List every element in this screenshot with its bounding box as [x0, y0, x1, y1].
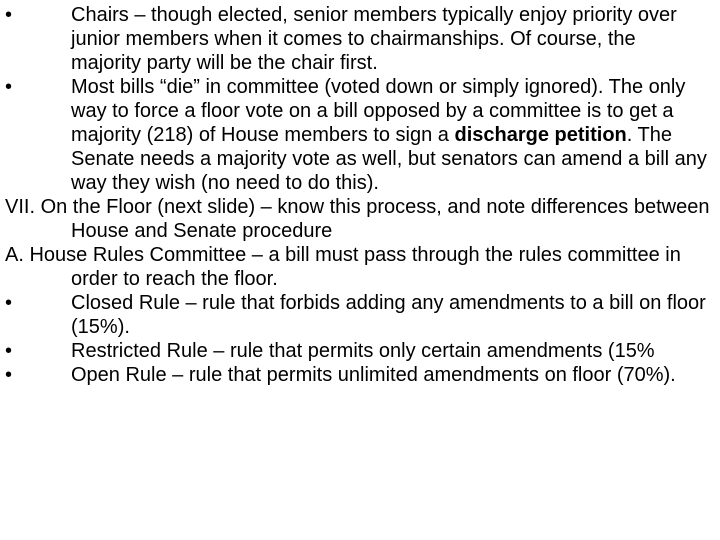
bullet-closed-rule [0, 291, 711, 339]
bullet-marker: • [5, 364, 13, 386]
discharge-petition-term: discharge petition [454, 124, 627, 146]
bullet-bills-die-text-b: . The Senate needs a majority vote as well, but senators can amend a bill any way they wish (no need to do this). [71, 124, 707, 194]
bullet-bills-die-text-a: Most bills “die” in committee (voted down or simply ignored). The only way to force a floor vote on a bill opposed by a committee is to get a majority (218) of House members to sign a [71, 76, 686, 146]
bullet-restricted-rule [0, 339, 711, 363]
bullet-closed-rule-text: Closed Rule – rule that forbids adding any amendments to a bill on floor (15%). [71, 292, 706, 338]
bullet-chairs-text: Chairs – though elected, senior members typically enjoy priority over junior members when it comes to chairmanships. Of course, the majority party will be the chair first. [71, 4, 677, 74]
bullet-marker: • [5, 292, 13, 314]
heading-on-the-floor: VII. On the Floor (next slide) – know this process, and note differences between House and Senate procedure [5, 196, 710, 242]
bullet-chairs [0, 3, 711, 75]
heading-house-rules-committee: A. House Rules Committee – a bill must pass through the rules committee in order to reach the floor. [5, 244, 681, 290]
bullet-open-rule [0, 363, 711, 387]
bullet-marker: • [5, 4, 13, 26]
bullet-marker: • [5, 76, 13, 98]
bullet-restricted-rule-text: Restricted Rule – rule that permits only certain amendments (15% [71, 340, 655, 362]
bullet-open-rule-text: Open Rule – rule that permits unlimited amendments on floor (70%). [71, 364, 676, 386]
bullet-bills-die [0, 75, 711, 195]
bullet-marker: • [5, 340, 13, 362]
